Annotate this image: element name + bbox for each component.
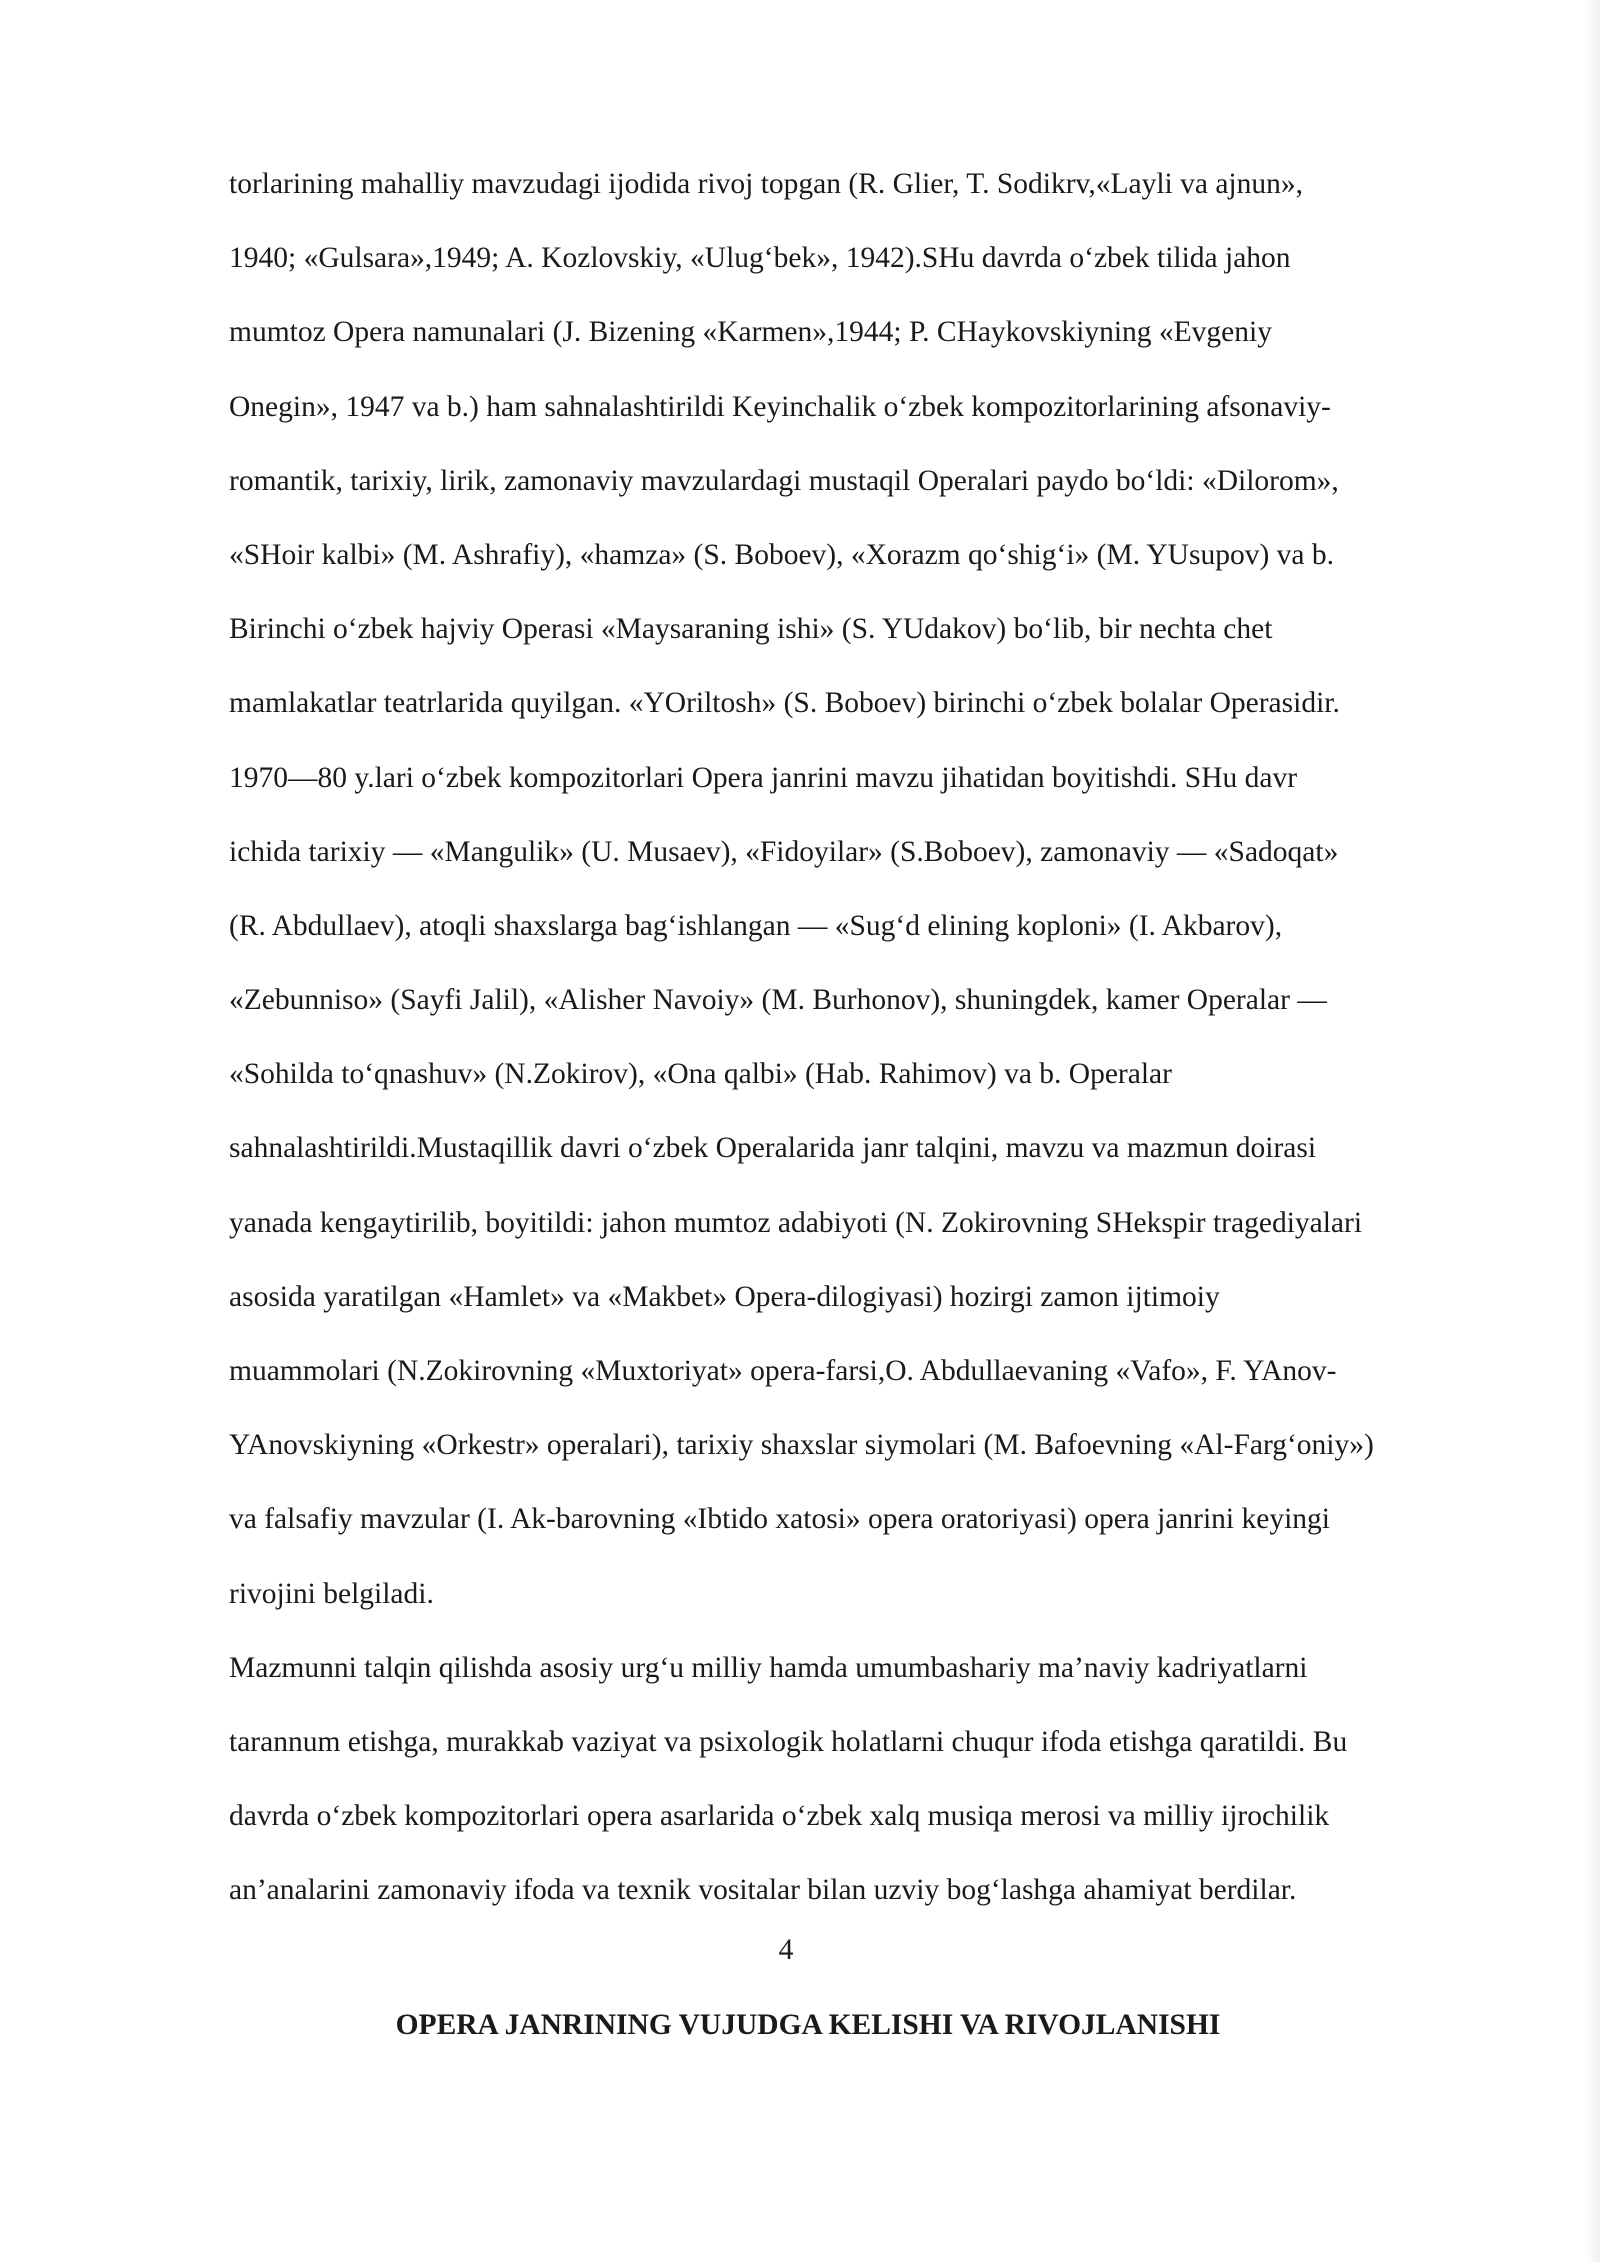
text-line: romantik, tarixiy, lirik, zamonaviy mavzulardagi mustaqil Operalari paydo bo‘ldi: «Dilorom», — [229, 464, 1339, 497]
text-line: davrda o‘zbek kompozitorlari opera asarlarida o‘zbek xalq musiqa merosi va milliy ijrochilik — [229, 1800, 1330, 1833]
text-line: va falsafiy mavzular (I. Ak-barovning «Ibtido xatosi» opera oratoriyasi) opera janrini keyingi — [229, 1503, 1330, 1536]
text-line: torlarining mahalliy mavzudagi ijodida rivoj topgan (R. Glier, T. Sodikrv,«Layli va ajnun», — [229, 168, 1303, 200]
text-line: sahnalashtirildi.Mustaqillik davri o‘zbek Operalarida janr talqini, mavzu va mazmun doirasi — [229, 1132, 1317, 1165]
text-line: rivojini belgiladi. — [229, 1577, 434, 1610]
page-number: 4 — [778, 1934, 794, 1966]
text-line: Birinchi o‘zbek hajviy Operasi «Maysaraning ishi» (S. YUdakov) bo‘lib, bir nechta chet — [229, 613, 1273, 646]
text-line: 1940; «Gulsara»,1949; A. Kozlovskiy, «Ulug‘bek», 1942).SHu davrda o‘zbek tilida jahon — [229, 242, 1291, 275]
text-line: tarannum etishga, murakkab vaziyat va psixologik holatlarni chuqur ifoda etishga qaratildi. Bu — [229, 1725, 1348, 1758]
body-text — [229, 147, 1509, 1928]
text-line: mumtoz Opera namunalari (J. Bizening «Karmen»,1944; P. CHaykovskiyning «Evgeniy — [229, 316, 1272, 349]
text-line: mamlakatlar teatrlarida quyilgan. «YOriltosh» (S. Boboev) birinchi o‘zbek bolalar Operasidir. — [229, 687, 1340, 720]
text-line: «SHoir kalbi» (M. Ashrafiy), «hamza» (S. Boboev), «Xorazm qo‘shig‘i» (M. YUsupov) va b. — [229, 538, 1334, 571]
text-line: «Sohilda to‘qnashuv» (N.Zokirov), «Ona qalbi» (Hab. Rahimov) va b. Operalar — [229, 1058, 1172, 1091]
text-line: 1970—80 y.lari o‘zbek kompozitorlari Opera janrini mavzu jihatidan boyitishdi. SHu davr — [229, 761, 1298, 794]
text-line: yanada kengaytirilib, boyitildi: jahon mumtoz adabiyoti (N. Zokirovning SHekspir tragediyalari — [229, 1206, 1363, 1239]
text-line: an’analarini zamonaviy ifoda va texnik vositalar bilan uzviy bog‘lashga ahamiyat berdilar. — [229, 1874, 1297, 1907]
page-edge-shadow — [1586, 0, 1600, 2262]
text-line: muammolari (N.Zokirovning «Muxtoriyat» opera-farsi,O. Abdullaevaning «Vafo», F. YAnov- — [229, 1355, 1337, 1387]
text-line: asosida yaratilgan «Hamlet» va «Makbet» Opera-dilogiyasi) hozirgi zamon ijtimoiy — [229, 1280, 1220, 1313]
text-line: YAnovskiyning «Orkestr» operalari), tarixiy shaxslar siymolari (M. Bafoevning «Al-Farg‘oniy») — [229, 1429, 1374, 1462]
text-line: Onegin», 1947 va b.) ham sahnalashtirildi Keyinchalik o‘zbek kompozitorlarining afsonaviy- — [229, 390, 1331, 423]
text-line: ichida tarixiy — «Mangulik» (U. Musaev), «Fidoyilar» (S.Boboev), zamonaviy — «Sadoqat» — [229, 835, 1339, 868]
text-line: (R. Abdullaev), atoqli shaxslarga bag‘ishlangan — «Sug‘d elining koploni» (I. Akbarov), — [229, 909, 1283, 942]
text-line: Mazmunni talqin qilishda asosiy urg‘u milliy hamda umumbashariy ma’naviy kadriyatlarni — [229, 1651, 1308, 1684]
section-heading: OPERA JANRINING VUJUDGA KELISHI VA RIVOJLANISHI — [395, 2009, 1221, 2041]
text-line: «Zebunniso» (Sayfi Jalil), «Alisher Navoiy» (M. Burhonov), shuningdek, kamer Operalar — — [229, 984, 1327, 1017]
